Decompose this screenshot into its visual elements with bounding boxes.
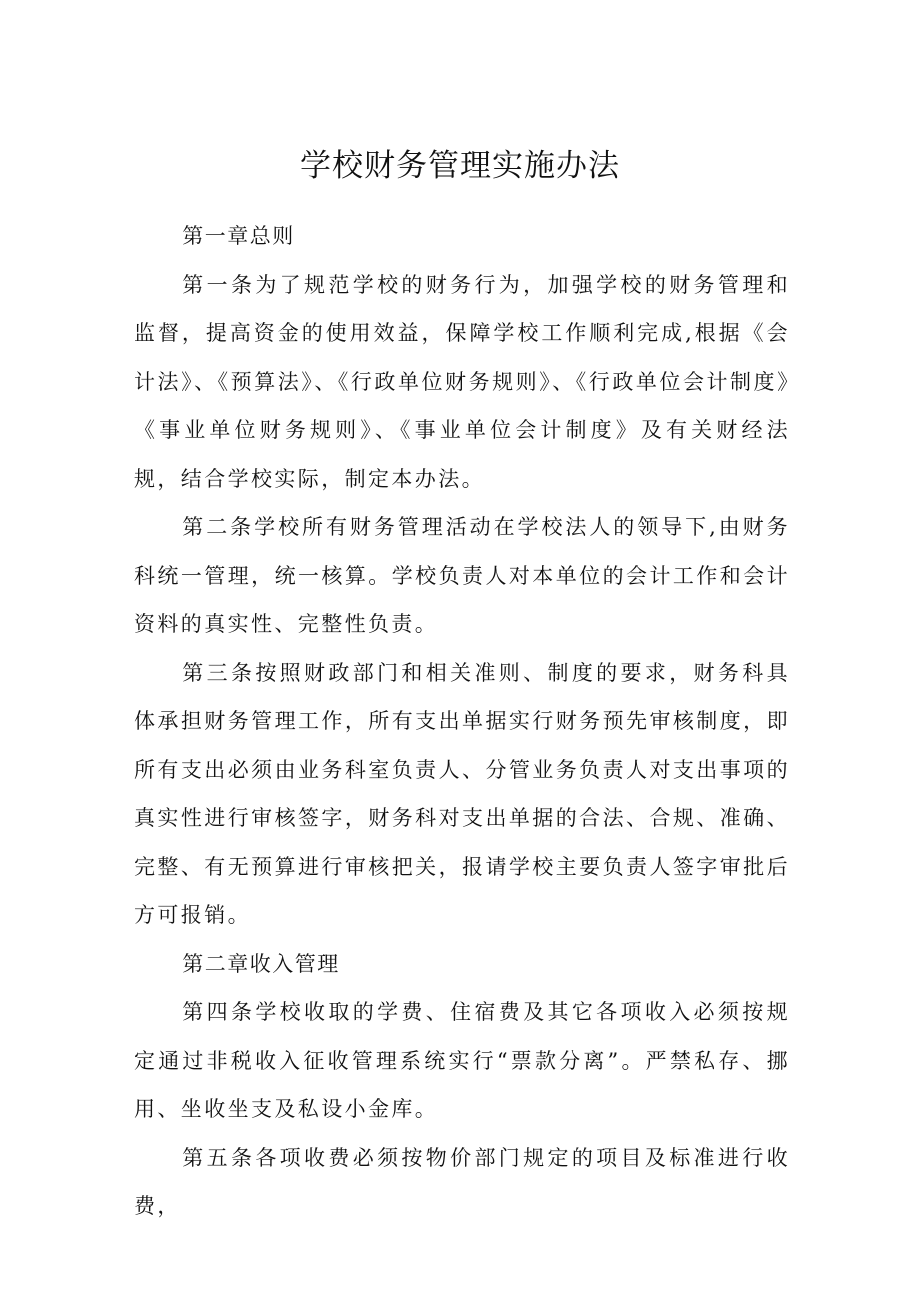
chapter-heading-2: 第二章收入管理 bbox=[182, 951, 340, 976]
article-3: 第三条按照财政部门和相关准则、制度的要求，财务科具体承担财务管理工作，所有支出单据实行财务预先审核制度，即所有支出必须由业务科室负责人、分管业务负责人对支出事项的真实性进行审核签字，财务科对支出单据的合法、合规、准确、完整、有无预算进行审核把关，报请学校主要负责人签字审批后方可报销。 bbox=[134, 660, 790, 927]
article-5: 第五条各项收费必须按物价部门规定的项目及标准进行收费， bbox=[134, 1145, 790, 1218]
chapter-heading-1: 第一章总则 bbox=[182, 224, 295, 248]
article-1: 第一条为了规范学校的财务行为，加强学校的财务管理和监督，提高资金的使用效益，保障学校工作顺利完成,根据《会计法》、《预算法》、《行政单位财务规则》、《行政单位会计制度》《事业单位财务规则》、《事业单位会计制度》及有关财经法规，结合学校实际，制定本办法。 bbox=[134, 272, 790, 491]
document-body bbox=[134, 212, 790, 1231]
article-4: 第四条学校收取的学费、住宿费及其它各项收入必须按规定通过非税收入征收管理系统实行“票款分离”。严禁私存、挪用、坐收坐支及私设小金库。 bbox=[134, 1000, 790, 1121]
article-2: 第二条学校所有财务管理活动在学校法人的领导下,由财务科统一管理，统一核算。学校负责人对本单位的会计工作和会计资料的真实性、完整性负责。 bbox=[134, 515, 790, 636]
document-title: 学校财务管理实施办法 bbox=[300, 148, 620, 184]
